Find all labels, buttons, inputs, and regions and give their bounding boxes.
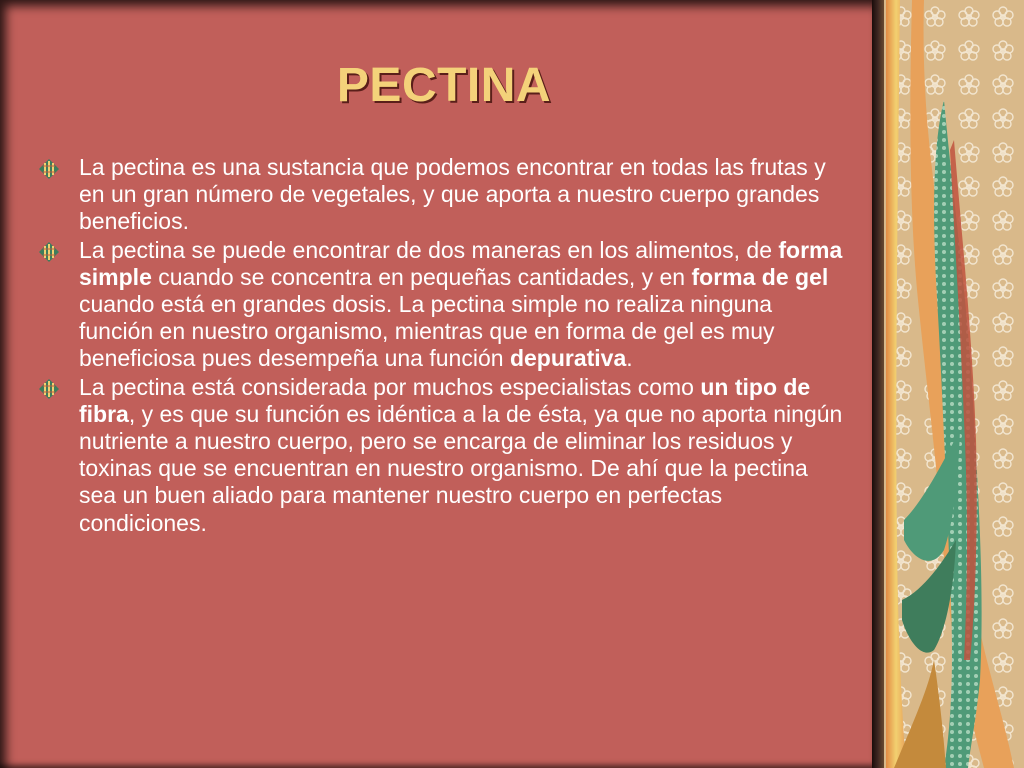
slide-title: PECTINA [336,59,552,112]
striped-diamond-icon [38,378,60,400]
text-run: La pectina está considerada por muchos especialistas como [79,373,701,400]
bold-text-run: depurativa [509,345,627,372]
bullet-text [79,237,846,373]
text-run: cuando está en grandes dosis. La pectina simple no realiza ninguna función en nuestro organismo, mientras que en forma de gel es muy beneficiosa pues desempeña una función [79,291,775,372]
bullet-item [38,237,846,373]
text-run: , y es que su función es idéntica a la de ésta, ya que no aporta ningún nutriente a nuestro cuerpo, pero se encarga de eliminar los residuos y toxinas que se encuentran en nuestro organismo. De ahí que la pectina sea un buen aliado para mantener nuestro cuerpo en perfectas condiciones. [79,400,843,536]
text-run: cuando se concentra en pequeñas cantidades, y en [151,263,692,290]
text-run: . [626,345,633,372]
text-run: La pectina se puede encontrar de dos maneras en los alimentos, de [79,236,779,263]
bullet-list [38,154,846,538]
bullet-item [38,374,846,537]
bold-text-run: forma simple [79,236,843,290]
bold-text-run: forma de gel [691,263,829,290]
text-run: La pectina es una sustancia que podemos encontrar en todas las frutas y en un gran número de vegetales, y que aporta a nuestro cuerpo grandes beneficios. [79,154,826,235]
bold-text-run: un tipo de fibra [79,373,811,427]
bullet-text [79,154,846,236]
decorative-fabric-border [884,0,1024,768]
bullet-item [38,154,846,236]
bullet-text [79,374,846,537]
panel-divider [872,0,884,768]
striped-diamond-icon [38,158,60,180]
striped-diamond-icon [38,241,60,263]
